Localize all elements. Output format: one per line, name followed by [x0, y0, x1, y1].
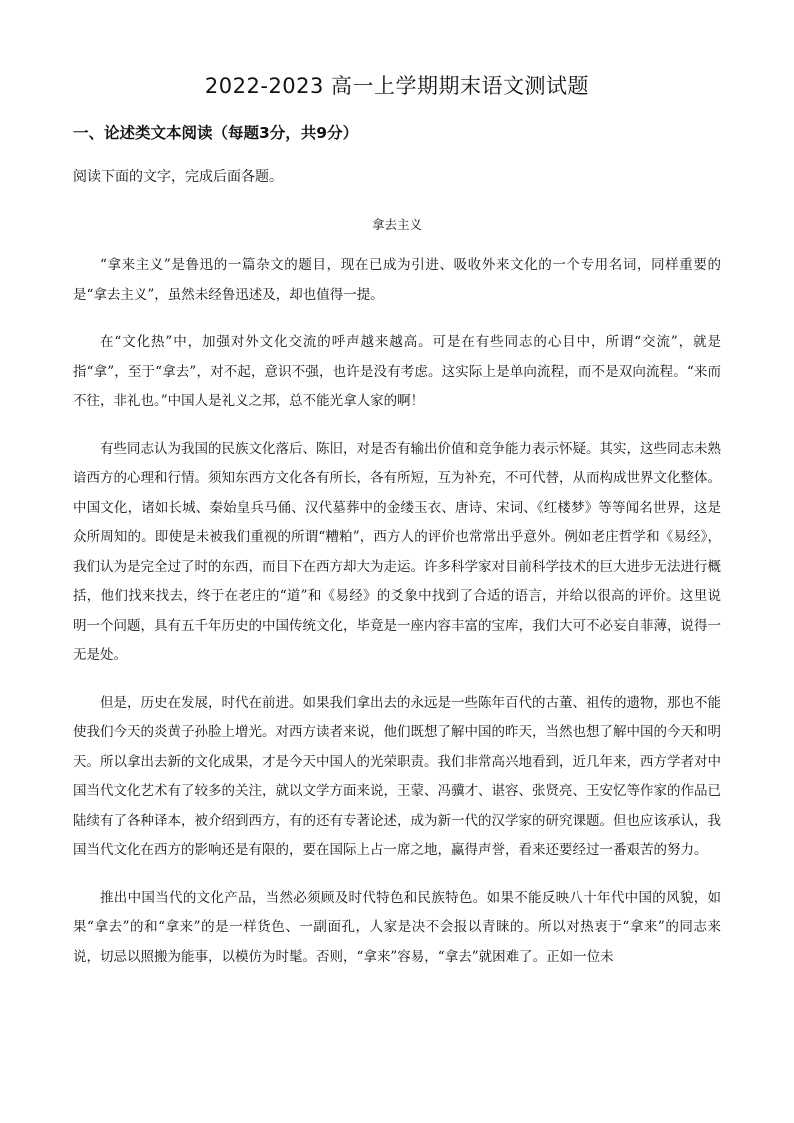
section-heading: 一、论述类文本阅读（每题3分，共9分） [73, 124, 359, 142]
article-body [73, 251, 721, 990]
article-paragraph-2: 在“文化热”中，加强对外文化交流的呼声越来越高。可是在有些同志的心目中，所谓“交流”，就是指“拿”，至于“拿去”，对不起，意识不强，也许是没有考虑。这实际上是单向流程，而不是双向流程。“来而不往，非礼也。”中国人是礼义之邦，总不能光拿人家的啊！ [73, 334, 721, 409]
article-paragraph-3: 有些同志认为我国的民族文化落后、陈旧，对是否有输出价值和竞争能力表示怀疑。其实，这些同志未熟谙西方的心理和行情。须知东西方文化各有所长，各有所短，互为补充，不可代替，从而构成世界文化整体。中国文化，诸如长城、秦始皇兵马俑、汉代墓葬中的金缕玉衣、唐诗、宋词、《红楼梦》等等闻名世界，这是众所周知的。即使是未被我们重视的所谓“糟粕”，西方人的评价也常常出乎意外。例如老庄哲学和《易经》，我们认为是完全过了时的东西，而目下在西方却大为走运。许多科学家对目前科学技术的巨大进步无法进行概括，他们找来找去，终于在老庄的“道”和《易经》的爻象中找到了合适的语言，并给以很高的评价。这里说明一个问题，具有五千年历史的中国传统文化，毕竟是一座内容丰富的宝库，我们大可不必妄自菲薄，说得一无是处。 [73, 440, 721, 663]
reading-instruction: 阅读下面的文字，完成后面各题。 [73, 169, 283, 185]
document-title: 2022-2023 高一上学期期末语文测试题 [204, 74, 590, 98]
article-title: 拿去主义 [371, 217, 422, 232]
article-paragraph-4: 但是，历史在发展，时代在前进。如果我们拿出去的永远是一些陈年百代的古董、祖传的遗物，那也不能使我们今天的炎黄子孙脸上增光。对西方读者来说，他们既想了解中国的昨天，当然也想了解中国的今天和明天。所以拿出去新的文化成果，才是今天中国人的光荣职责。我们非常高兴地看到，近几年来，西方学者对中国当代文化艺术有了较多的关注，就以文学方面来说，王蒙、冯骥才、谌容、张贤亮、王安忆等作家的作品已陆续有了各种译本，被介绍到西方，有的还有专著论述，成为新一代的汉学家的研究课题。但也应该承认，我国当代文化在西方的影响还是有限的，要在国际上占一席之地，赢得声誉，看来还要经过一番艰苦的努力。 [73, 694, 721, 858]
article-paragraph-5: 推出中国当代的文化产品，当然必须顾及时代特色和民族特色。如果不能反映八十年代中国的风貌，如果“拿去”的和“拿来”的是一样货色、一副面孔，人家是决不会报以青睐的。所以对热衷于“拿来”的同志来说，切忌以照搬为能事，以模仿为时髦。否则，“拿来”容易，“拿去”就困难了。正如一位未 [73, 889, 721, 965]
article-paragraph-1: “拿来主义”是鲁迅的一篇杂文的题目，现在已成为引进、吸收外来文化的一个专用名词，同样重要的是“拿去主义”，虽然未经鲁迅述及，却也值得一提。 [73, 257, 721, 303]
